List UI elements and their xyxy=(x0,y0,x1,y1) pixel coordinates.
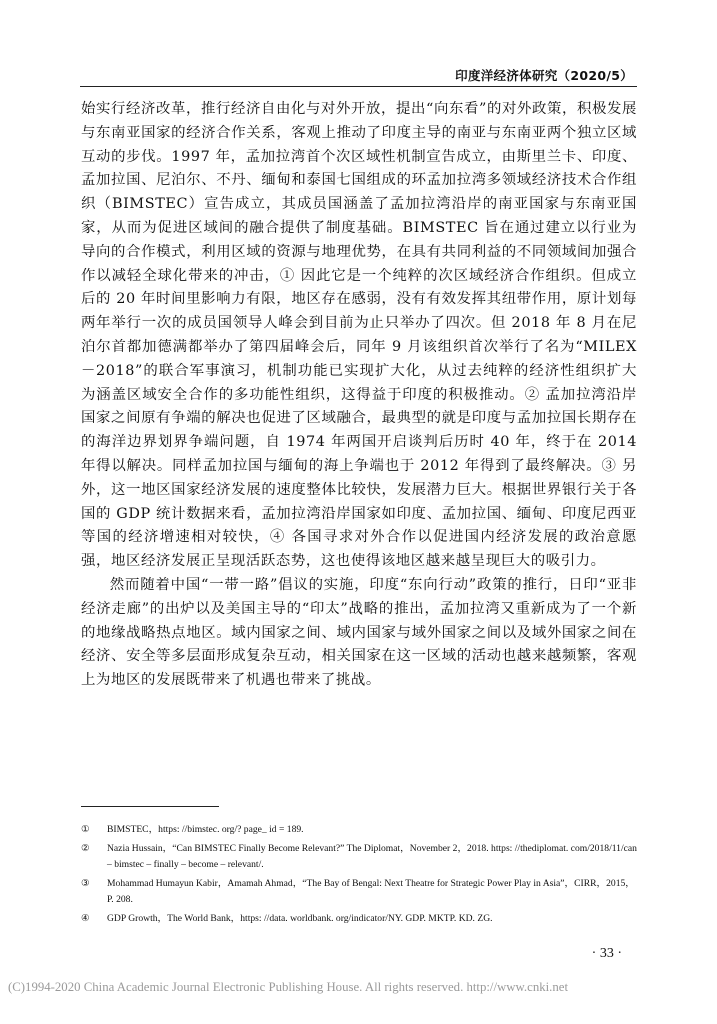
footnote-number: ② xyxy=(81,843,90,854)
footnote-text: Nazia Hussain，“Can BIMSTEC Finally Become Relevant?” The Diplomat，November 2，2018. https: //thediplomat. com/2018/11/can – bimstec – finally – become – relevant/. xyxy=(107,843,637,870)
footnote-3 xyxy=(81,876,637,908)
footnote-4 xyxy=(81,911,637,927)
footnote-1 xyxy=(81,822,637,838)
footnotes xyxy=(81,822,637,930)
running-header: 印度洋经济体研究（2020/5） xyxy=(455,68,633,83)
footnote-text: GDP Growth，The World Bank，https: //data. worldbank. org/indicator/NY. GDP. MKTP. KD. ZG. xyxy=(107,913,493,924)
body-text xyxy=(81,98,637,693)
page-number: · 33 · xyxy=(591,946,622,961)
footnote-number: ④ xyxy=(81,913,90,924)
paragraph-1: 始实行经济改革，推行经济自由化与对外开放，提出“向东看”的对外政策，积极发展与东南亚国家的经济合作关系，客观上推动了印度主导的南亚与东南亚两个独立区域互动的步伐。1997 年，孟加拉湾首个次区域性机制宣告成立，由斯里兰卡、印度、孟加拉国、尼泊尔、不丹、缅甸和泰国七国组成的环孟加拉湾多领域经济技术合作组织（BIMSTEC）宣告成立，其成员国涵盖了孟加拉湾沿岸的南亚国家与东南亚国家，从而为促进区域间的融合提供了制度基础。BIMSTEC 旨在通过建立以行业为导向的合作模式，利用区域的资源与地理优势，在具有共同利益的不同领域间加强合作以减轻全球化带来的冲击，① 因此它是一个纯粹的次区域经济合作组织。但成立后的 20 年时间里影响力有限，地区存在感弱，没有有效发挥其纽带作用，原计划每两年举行一次的成员国领导人峰会到目前为止只举办了四次。但 2018 年 8 月在尼泊尔首都加德满都举办了第四届峰会后，同年 9 月该组织首次举行了名为“MILEX－2018”的联合军事演习，机制功能已实现扩大化，从过去纯粹的经济性组织扩大为涵盖区域安全合作的多功能性组织，这得益于印度的积极推动。② 孟加拉湾沿岸国家之间原有争端的解决也促进了区域融合，最典型的就是印度与孟加拉国长期存在的海洋边界划界争端问题，自 1974 年两国开启谈判后历时 40 年，终于在 2014 年得以解决。同样孟加拉国与缅甸的海上争端也于 2012 年得到了最终解决。③ 另外，这一地区国家经济发展的速度整体比较快，发展潜力巨大。根据世界银行关于各国的 GDP 统计数据来看，孟加拉湾沿岸国家如印度、孟加拉国、缅甸、印度尼西亚等国的经济增速相对较快，④ 各国寻求对外合作以促进国内经济发展的政治意愿强，地区经济发展正呈现活跃态势，这也使得该地区越来越呈现巨大的吸引力。 xyxy=(81,101,637,570)
footnote-number: ① xyxy=(81,824,90,835)
header-rule xyxy=(80,86,637,87)
copyright-watermark: (C)1994-2020 China Academic Journal Electronic Publishing House. All rights reserved. http://www.cnki.net xyxy=(8,980,569,994)
paragraph-2: 然而随着中国“一带一路”倡议的实施，印度“东向行动”政策的推行，日印“亚非经济走廊”的出炉以及美国主导的“印太”战略的推出，孟加拉湾又重新成为了一个新的地缘战略热点地区。域内国家之间、域内国家与域外国家之间以及域外国家之间在经济、安全等多层面形成复杂互动，相关国家在这一区域的活动也越来越频繁，客观上为地区的发展既带来了机遇也带来了挑战。 xyxy=(81,576,637,689)
footnote-2 xyxy=(81,841,637,873)
footnote-number: ③ xyxy=(81,878,90,889)
footnote-text: Mohammad Humayun Kabir，Amamah Ahmad，“The Bay of Bengal: Next Theatre for Strategic Power Play in Asia”，CIRR，2015，P. 208. xyxy=(107,878,635,905)
footnote-text: BIMSTEC，https: //bimstec. org/? page_ id = 189. xyxy=(107,824,304,835)
footnote-rule xyxy=(81,806,219,807)
